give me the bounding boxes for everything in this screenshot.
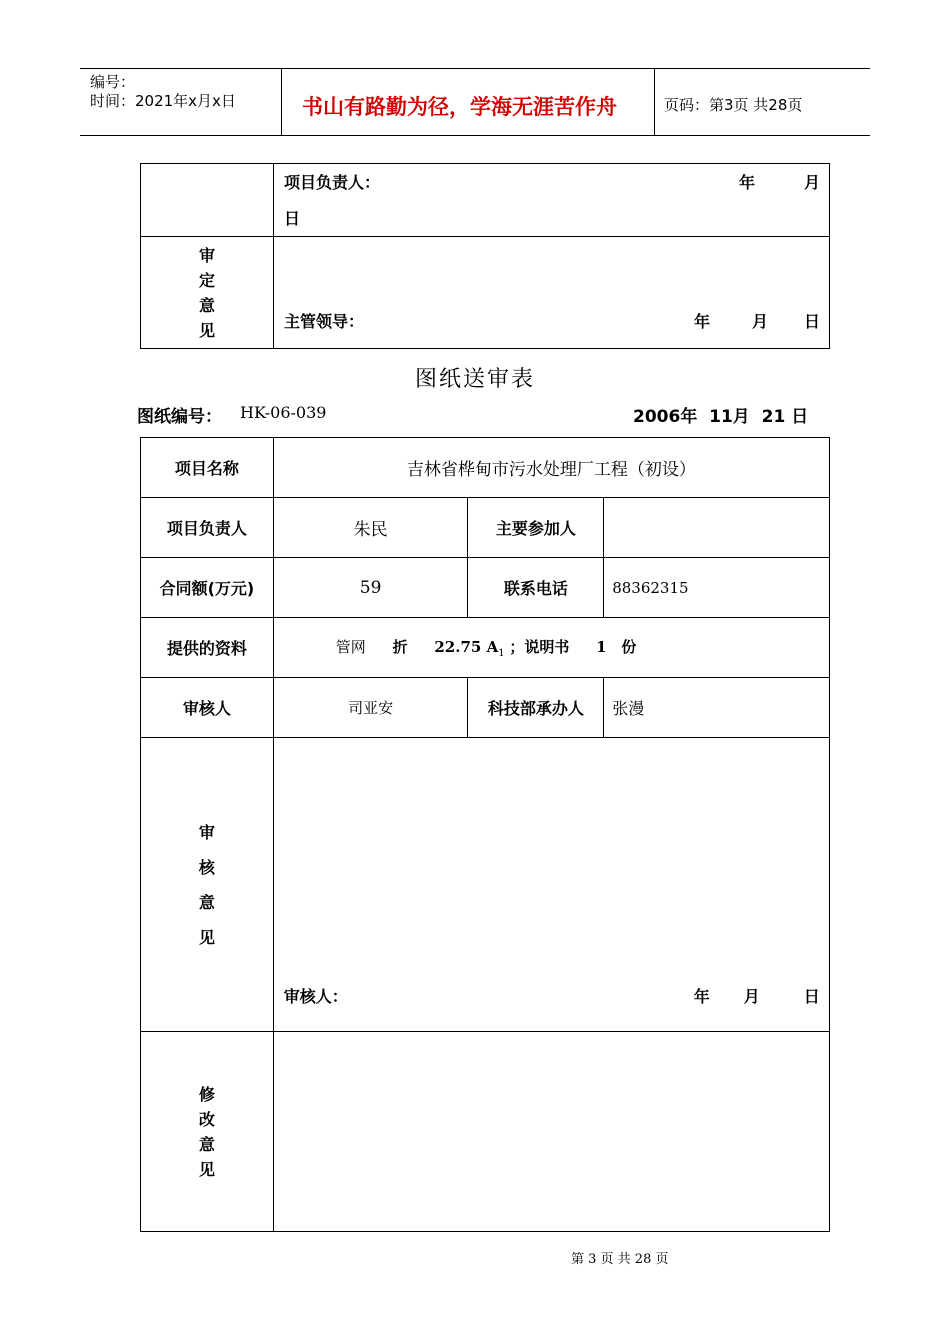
- approval-table: [140, 163, 830, 349]
- supervisor-month: 月: [752, 312, 769, 331]
- drawing-no: HK-06-039: [240, 403, 327, 422]
- materials-pipe: 管网: [335, 638, 366, 656]
- project-name-value: 吉林省桦甸市污水处理厂工程（初设）: [273, 438, 829, 498]
- header-number: 编号：: [90, 73, 136, 91]
- header-page: 页码：第3页 共28页: [664, 96, 803, 114]
- materials-label: 提供的资料: [141, 618, 274, 678]
- materials-fold: 折: [392, 638, 408, 656]
- materials-manual-count: 1: [596, 638, 607, 656]
- leader-value: 朱民: [273, 498, 468, 558]
- supervisor-year: 年: [694, 312, 711, 331]
- approval-opinion-label: 审 定 意 见: [141, 237, 274, 349]
- participants-value: [604, 498, 830, 558]
- materials-sub: 1: [498, 648, 505, 659]
- dept-label: 科技部承办人: [468, 678, 604, 738]
- review-sign-label: 审核人：: [283, 987, 348, 1006]
- contract-value: 59: [273, 558, 468, 618]
- review-opinion-label: 审 核 意 见: [141, 738, 274, 1032]
- participants-label: 主要参加人: [468, 498, 604, 558]
- supervisor-day: 日: [804, 312, 821, 331]
- form-date: 2006年 11月 21 日: [633, 407, 809, 427]
- review-month: 月: [743, 987, 760, 1006]
- leader-month: 月: [804, 173, 821, 192]
- approval-leader-cell: [274, 164, 830, 237]
- header-divider-right: [654, 68, 655, 136]
- header-bottom-rule: [80, 135, 870, 136]
- materials-manual: ；说明书: [509, 638, 570, 656]
- materials-unit: 份: [621, 638, 637, 656]
- leader-label: 项目负责人: [141, 498, 274, 558]
- modify-opinion-label: 修 改 意 见: [141, 1032, 274, 1232]
- header-time: 时间：2021年x月x日: [90, 92, 236, 110]
- leader-year: 年: [739, 173, 756, 192]
- page-footer: 第 3 页 共 28 页: [571, 1252, 669, 1267]
- materials-value: [273, 618, 829, 678]
- supervisor-label: 主管领导：: [284, 312, 365, 331]
- modify-opinion-cell: [273, 1032, 829, 1232]
- reviewer-label: 审核人: [141, 678, 274, 738]
- review-opinion-cell: [273, 738, 829, 1032]
- approval-blank-cell: [141, 164, 274, 237]
- dept-value: 张漫: [604, 678, 830, 738]
- leader-day: 日: [284, 209, 301, 228]
- reviewer-value: 司亚安: [273, 678, 468, 738]
- contract-label: 合同额(万元): [141, 558, 274, 618]
- review-day: 日: [803, 987, 820, 1006]
- form-title: 图纸送审表: [414, 367, 535, 392]
- phone-label: 联系电话: [468, 558, 604, 618]
- header-divider-left: [281, 68, 282, 136]
- drawing-no-label: 图纸编号：: [137, 407, 222, 427]
- leader-sign-label: 项目负责人：: [284, 173, 381, 192]
- project-name-label: 项目名称: [141, 438, 274, 498]
- header-top-rule: [80, 68, 870, 69]
- phone-value: 88362315: [604, 558, 830, 618]
- review-year: 年: [693, 987, 710, 1006]
- approval-opinion-cell: [274, 237, 830, 349]
- header-motto: 书山有路勤为径，学海无涯苦作舟: [302, 95, 617, 119]
- review-form: [140, 437, 830, 1232]
- materials-count: 22.75 A: [434, 638, 499, 656]
